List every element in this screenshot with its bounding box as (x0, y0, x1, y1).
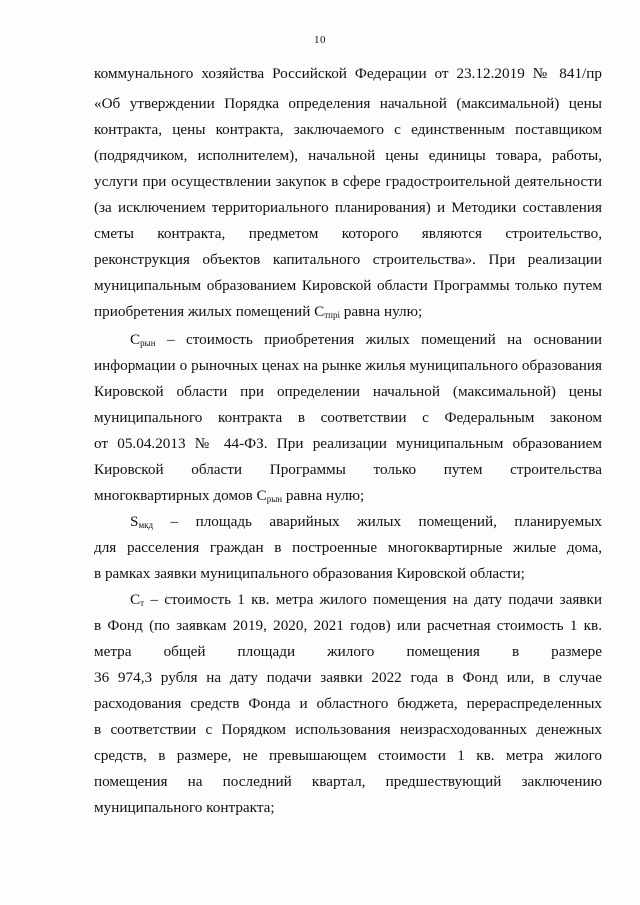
text-fragment: С (130, 331, 141, 348)
text-line: метра общей площади жилого помещения в размере (94, 643, 602, 660)
text-fragment: – стоимость 1 кв. метра жилого помещения на дату подачи заявки (144, 591, 602, 608)
text-fragment: равна нулю; (282, 487, 365, 504)
text-line: муниципального контракта; (94, 799, 275, 816)
subscript: тпрi (324, 310, 340, 320)
text-line: средств, в размере, не превышающем стоимости 1 кв. метра жилого (94, 747, 602, 764)
text-line: муниципального контракта в соответствии с Федеральным законом (94, 409, 602, 426)
text-line (130, 330, 602, 350)
subscript: рын (266, 494, 283, 504)
text-line: сметы контракта, предметом которого являются строительство, (94, 225, 602, 242)
text-line: Кировской области Программы только путем строительства (94, 461, 602, 478)
text-fragment: – площадь аварийных жилых помещений, планируемых (153, 513, 602, 530)
text-line: 36 974,3 рубля на дату подачи заявки 2022 года в Фонд или, в случае (94, 669, 602, 686)
text-line (94, 486, 602, 506)
text-line: услуги при осуществлении закупок в сфере градостроительной деятельности (94, 173, 602, 190)
text-line: Кировской области при определении начальной (максимальной) цены (94, 383, 602, 400)
text-line: (за исключением территориального планирования) и Методики составления (94, 199, 602, 216)
text-fragment: приобретения жилых помещений С (94, 303, 325, 320)
text-line: в Фонд (по заявкам 2019, 2020, 2021 годов) или расчетная стоимость 1 кв. (94, 617, 602, 634)
text-line (94, 302, 602, 322)
page-number: 10 (314, 34, 326, 46)
subscript: мкд (138, 520, 154, 530)
text-line: расходования средств Фонда и областного бюджета, перераспределенных (94, 695, 602, 712)
subscript: т (140, 598, 145, 608)
text-line: реконструкция объектов капитального строительства». При реализации (94, 251, 602, 268)
text-line: муниципальным образованием Кировской области Программы только путем (94, 277, 602, 294)
text-line: «Об утверждении Порядка определения начальной (максимальной) цены (94, 95, 602, 112)
text-line: (подрядчиком, исполнителем), начальной цены единицы товара, работы, (94, 147, 602, 164)
text-line: контракта, цены контракта, заключаемого с единственным поставщиком (94, 121, 602, 138)
text-line: от 05.04.2013 № 44-ФЗ. При реализации муниципальным образованием (94, 435, 602, 452)
text-line: в соответствии с Порядком использования неизрасходованных денежных (94, 721, 602, 738)
text-line (130, 590, 602, 610)
text-line: информации о рыночных ценах на рынке жилья муниципального образования (94, 357, 602, 374)
text-line (130, 512, 602, 532)
text-line: для расселения граждан в построенные многоквартирные жилые дома, (94, 539, 602, 556)
text-fragment: С (130, 591, 141, 608)
subscript: рын (140, 338, 156, 348)
text-line: коммунального хозяйства Российской Федерации от 23.12.2019 № 841/пр (94, 65, 602, 82)
text-fragment: – стоимость приобретения жилых помещений на основании (155, 331, 602, 348)
text-fragment: S (130, 513, 139, 530)
text-line: в рамках заявки муниципального образования Кировской области; (94, 565, 525, 582)
text-fragment: многоквартирных домов С (94, 487, 267, 504)
text-line: помещения на последний квартал, предшествующий заключению (94, 773, 602, 790)
text-fragment: равна нулю; (340, 303, 423, 320)
